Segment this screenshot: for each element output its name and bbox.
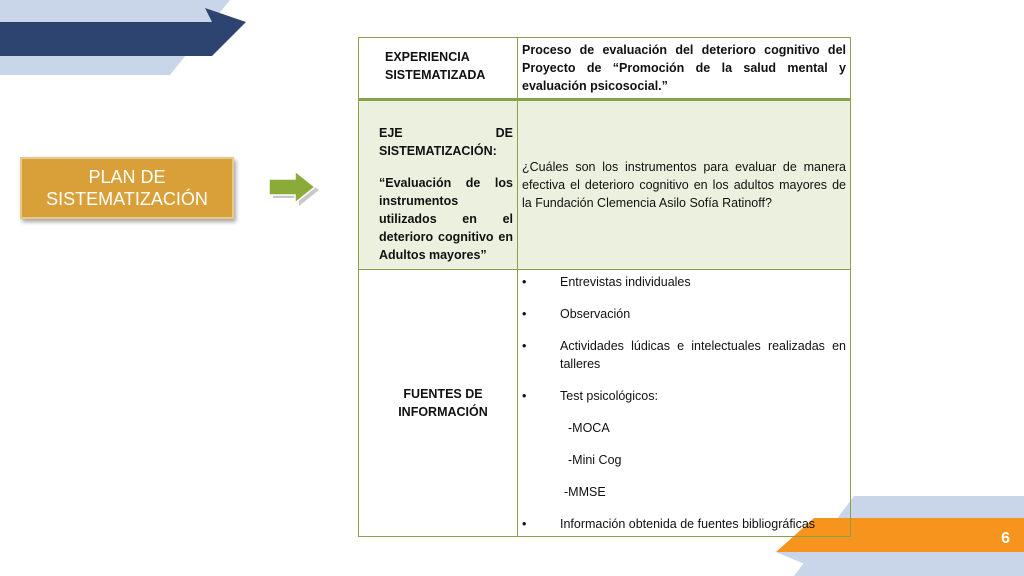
fuentes-list-end [522,515,846,533]
test-item: -Mini Cog [568,453,622,467]
list-item: • Entrevistas individuales [522,273,846,291]
plan-title-line2: SISTEMATIZACIÓN [46,189,208,209]
list-item: • Test psicológicos: [522,387,846,405]
top-left-decoration [0,0,250,80]
fuentes-list-cell [518,270,851,537]
plan-title-line1: PLAN DE [88,167,166,187]
experiencia-value: Proceso de evaluación del deterioro cognitivo del Proyecto de “Promoción de la salud mental y evaluación psicosocial.” [518,38,851,100]
eje-cell [359,100,518,270]
list-item: • Observación [522,305,846,323]
list-item: • Información obtenida de fuentes bibliográficas [522,515,846,533]
test-item: -MOCA [568,421,610,435]
table-row [359,38,851,100]
fuentes-list [522,273,846,405]
experiencia-label: EXPERIENCIA SISTEMATIZADA [385,50,486,82]
systematization-table [358,37,851,531]
experiencia-label-cell [359,38,518,100]
tests-list [522,419,846,501]
arrow-right-icon [266,168,322,208]
plan-title-box [20,157,234,219]
eje-quote: “Evaluación de los instrumentos utilizados en el deterioro cognitivo en Adultos mayores” [379,176,513,262]
list-item: • Actividades lúdicas e intelectuales realizadas en talleres [522,337,846,373]
test-item: -MMSE [564,485,606,499]
eje-label: EJE DE SISTEMATIZACIÓN: [379,126,513,158]
table-row [359,100,851,270]
page-number: 6 [1001,530,1010,547]
eje-question: ¿Cuáles son los instrumentos para evaluar de manera efectiva el deterioro cognitivo en los adultos mayores de la Fundación Clemencia Asilo Sofía Ratinoff? [518,100,851,270]
fuentes-label: FUENTES DE INFORMACIÓN [398,387,488,419]
table-row [359,270,851,537]
fuentes-label-cell [359,270,518,537]
